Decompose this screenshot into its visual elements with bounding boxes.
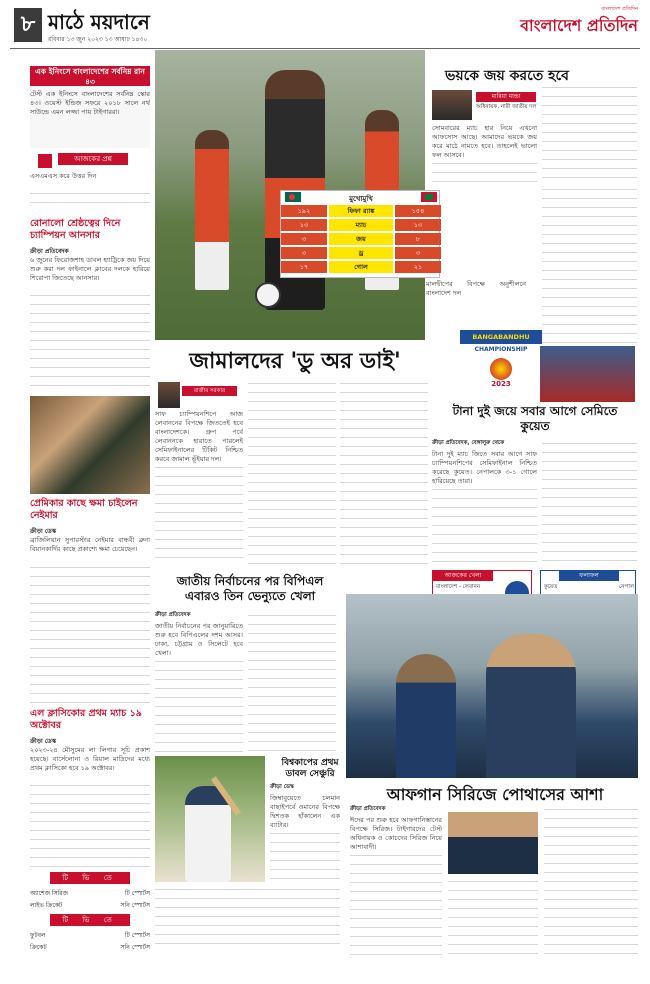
tv-program: অ্যাশেজ সিরিজ (30, 890, 68, 897)
coach-photo (432, 90, 472, 120)
fixture-row: বাংলাদেশ - লেবানন (436, 584, 481, 590)
main-body-col1 (155, 464, 243, 564)
h2h-opp-value: ১৩ (395, 219, 441, 231)
saff-logo (466, 320, 536, 392)
section-title: মাঠে ময়দানে (48, 10, 150, 34)
quiz-icon (38, 154, 52, 168)
bpl-headline: জাতীয় নির্বাচনের পর বিপিএল এবারও তিন ভেন্যুতে খেলা (176, 574, 324, 603)
double-century-body-more (270, 830, 340, 882)
tv-guide-title-2: টি ভি তে (50, 914, 130, 926)
fear-continued-text (542, 186, 637, 346)
lowest-score-box (30, 66, 150, 148)
saff-banner: BANGABANDHU (460, 330, 542, 344)
tv-program: ফুটবল (30, 932, 46, 939)
coach-figure (486, 634, 576, 778)
h2h-opp-value: ১৫৪ (395, 205, 441, 217)
tv-row (30, 888, 150, 897)
h2h-bd-value: ১৩ (281, 219, 327, 231)
main-body-col3 (340, 380, 428, 564)
kuwait-body-more (432, 486, 537, 568)
h2h-opp-value: ২১ (395, 261, 441, 273)
clasico-body: ২০২৩-২৪ মৌসুমের লা লিগার সূচি প্রকাশ হয়েছে। বার্সেলোনা ও রিয়াল মাদ্রিদের মধ্যে প্রথম ক্লাসিকো হবে ১৯ অক্টোবর। (30, 746, 150, 772)
tv-channel: সনি স্পোর্টস (120, 944, 150, 951)
double-century-body: জিম্বাবুয়েতে চলমান বাছাইপর্বে ওমানের বিপক্ষে দ্বিশতক হাঁকালেন এক ব্যাটার। (270, 794, 340, 829)
tv-row (30, 930, 150, 939)
player-figure (195, 130, 229, 290)
tv-row (30, 900, 150, 909)
page-header (0, 0, 650, 50)
quiz-label: আজকের প্রশ্ন (58, 153, 128, 165)
clasico-body-more (30, 782, 150, 868)
flag-bangladesh (285, 192, 301, 202)
h2h-opp-value: ৮ (395, 233, 441, 245)
tv-guide (30, 872, 150, 966)
coach-title: অধিনায়ক, নারী জাতীয় দল (476, 104, 537, 110)
bride-body-more (30, 564, 150, 704)
saff-championship: CHAMPIONSHIP (474, 346, 528, 353)
main-body: সাফ চ্যাম্পিয়নশিপে আজ লেবাননের বিপক্ষে জিততেই হবে বাংলাদেশকে। গ্রুপ পর্বে লেবাননকে হারাতে পারলেই সেমিফাইনালের টিকিট নিশ্চিত করবে জামাল ভূঁইয়ার দল। (155, 410, 243, 463)
afghan-headline: আফগান সিরিজে পোথাসের আশা (386, 785, 604, 804)
tv-channel: টি স্পোর্টস (124, 932, 150, 939)
h2h-row (281, 205, 441, 218)
left-column (30, 66, 150, 966)
kuwait-byline: ক্রীড়া প্রতিবেদক, বেঙ্গালুরু থেকে (432, 440, 505, 446)
h2h-bd-value: ৩ (281, 233, 327, 245)
tv-channel: টি স্পোর্টস (124, 890, 150, 897)
saff-player-photo (540, 346, 635, 402)
bpl-body: জাতীয় নির্বাচনের পর জানুয়ারিতে শুরু হবে বিপিএলের দশম আসর। ঢাকা, চট্টগ্রাম ও সিলেটে হবে খেলা। (155, 622, 243, 657)
clasico-byline: ক্রীড়া ডেস্ক (30, 738, 57, 745)
main-headline: জামালদের 'ডু অর ডাই' (189, 349, 401, 374)
tv-row (30, 942, 150, 951)
kuwait-body-col2 (542, 440, 637, 568)
batter-figure (185, 786, 231, 882)
reporter-name: রাজীব সরকার (182, 386, 237, 396)
afghan-coach-photo (448, 812, 538, 874)
h2h-row (281, 219, 441, 232)
afghan-body: ঈদের পর শুরু হবে আফগানিস্তানের বিপক্ষে সিরিজ। টাইগারদের টেস্ট অধিনায়ক ও কোচদের সিরিজ নিয়ে আশাবাদী। (350, 816, 442, 851)
bpl-body-col2 (248, 612, 336, 752)
brand-logo: বাংলাদেশ প্রতিদিন (520, 16, 638, 35)
bride-photo (30, 396, 150, 494)
brand-tagline: বাংলাদেশ প্রতিদিন (601, 6, 638, 12)
tv-guide-title: টি ভি তে (50, 872, 130, 884)
bride-headline: প্রেমিকার কাছে ক্ষমা চাইলেন নেইমার (30, 498, 138, 521)
bride-byline: ক্রীড়া ডেস্ক (30, 528, 57, 535)
result-row (544, 584, 634, 592)
issue-date: রবিবার ১৩ জুন ২০২৩ ১৩ আষাঢ় ১৪৩০ (48, 36, 148, 43)
reporter-photo (158, 382, 180, 408)
quiz-options (30, 190, 150, 208)
lowest-score-headline: এক ইনিংসে বাংলাদেশের সর্বনিম্ন রান ৪৩ (30, 66, 150, 86)
player-figure (396, 654, 456, 778)
clasico-headline: এল ক্লাসিকোর প্রথম ম্যাচ ১৯ অক্টোবর (30, 708, 142, 731)
h2h-stat-label: ফিফা র‍্যাঙ্ক (329, 205, 393, 217)
bride-body: ব্রাজিলিয়ান সুপারস্টার নেইমার বান্ধবী ব্রুনা বিয়ানকার্দির কাছে প্রকাশ্যে ক্ষমা চেয়েছেন। (30, 536, 150, 553)
h2h-bd-value: ১৭ (281, 261, 327, 273)
h2h-stat-label: জয় (329, 233, 393, 245)
h2h-title: মুখোমুখি (349, 195, 373, 203)
tv-channel: সনি স্পোর্টস (120, 902, 150, 909)
fear-body: সোমবারের ম্যাচ হার নিয়ে এখনো আফসোস আছে। আমাদের ভয়কে জয় করে মাঠে নামতে হবে। তাহলেই ভালো ফল আসবে। (432, 124, 537, 159)
h2h-bd-value: ৩ (281, 247, 327, 259)
kuwait-body: টানা দুই ম্যাচ জিতে সবার আগে সাফ চ্যাম্পিয়নশিপের সেমিফাইনাল নিশ্চিত করেছে কুয়েত। নেপালকে ৩-১ গোলে হারিয়েছে তারা। (432, 450, 537, 485)
page-number-badge: ৮ (14, 8, 42, 42)
photo-caption: মালদ্বীপের বিপক্ষে অনুশীলনে বাংলাদেশ দল (426, 280, 526, 297)
afghan-body-col1 (350, 852, 442, 960)
ronaldo-headline: রোনালো শ্রেষ্ঠত্বের দিনে চ্যাম্পিয়ন আনসার (30, 218, 121, 241)
football (255, 282, 281, 308)
flag-maldives (421, 192, 437, 202)
tv-program: লাইভ ক্রিকেট (30, 902, 63, 909)
saff-trophy-icon (490, 358, 512, 380)
saff-year: 2023 (491, 380, 511, 388)
quiz-question: এসএমএস করে উত্তর দিন (30, 172, 97, 180)
fixtures-label: আজকের খেলা (433, 571, 493, 581)
double-century-byline: ক্রীড়া ডেস্ক (270, 784, 294, 790)
fear-sidebar-text (542, 84, 637, 184)
double-century-headline: বিশ্বকাপের প্রথম ডাবল সেঞ্চুরি (281, 758, 339, 779)
lowest-score-body: টেস্ট এক ইনিংসে বাংলাদেশের সর্বনিম্ন স্কোর ৪৩। ওয়েস্ট ইন্ডিজ সফরে ২০১৮ সালে নর্থ সাউন্ডে এমন লজ্জা পায় টাইগাররা। (30, 90, 150, 116)
h2h-bd-value: ১৯২ (281, 205, 327, 217)
bpl-body-col1 (155, 658, 243, 752)
tv-program: ক্রিকেট (30, 944, 47, 951)
bpl-byline: ক্রীড়া প্রতিবেদক (155, 612, 191, 618)
h2h-stat-label: গোল (329, 261, 393, 273)
header-rule (10, 48, 640, 49)
ronaldo-body-more (30, 292, 150, 392)
h2h-row (281, 233, 441, 246)
ronaldo-byline: ক্রীড়া প্রতিবেদক (30, 248, 69, 255)
afghan-photo (346, 594, 638, 778)
ronaldo-body: ৬ জুনের ফিরোজশাহ ডাবল হ্যাট্রিকে জয় দিয়ে শুরু করা দল ফাইনালে ক্লাবের দলকে হারিয়ে শিরোপা জিতেছে আনসার। (30, 256, 150, 282)
result-team: কুয়েত (544, 584, 558, 590)
coach-name: মারিয়া মান্ডা (476, 92, 536, 102)
afghan-byline: ক্রীড়া প্রতিবেদক (350, 806, 386, 812)
result-team: নেপাল (619, 584, 634, 590)
h2h-opp-value: ৩ (395, 247, 441, 259)
quiz-box (30, 150, 150, 214)
main-body-col2 (248, 380, 336, 564)
h2h-stat-label: ম্যাচ (329, 219, 393, 231)
cricket-caption-lines (155, 886, 340, 946)
h2h-row (281, 261, 441, 274)
fear-headline: ভয়কে জয় করতে হবে (445, 68, 569, 84)
kuwait-headline: টানা দুই জয়ে সবার আগে সেমিতে কুয়েত (452, 404, 618, 433)
h2h-table (280, 190, 440, 278)
h2h-row (281, 247, 441, 260)
fear-body-more (432, 160, 537, 184)
afghan-body-col2 (448, 878, 538, 960)
results-label: ফলাফল (559, 571, 619, 581)
h2h-stat-label: ড্র (329, 247, 393, 259)
cricket-photo (155, 756, 265, 882)
afghan-body-col3 (544, 806, 638, 960)
